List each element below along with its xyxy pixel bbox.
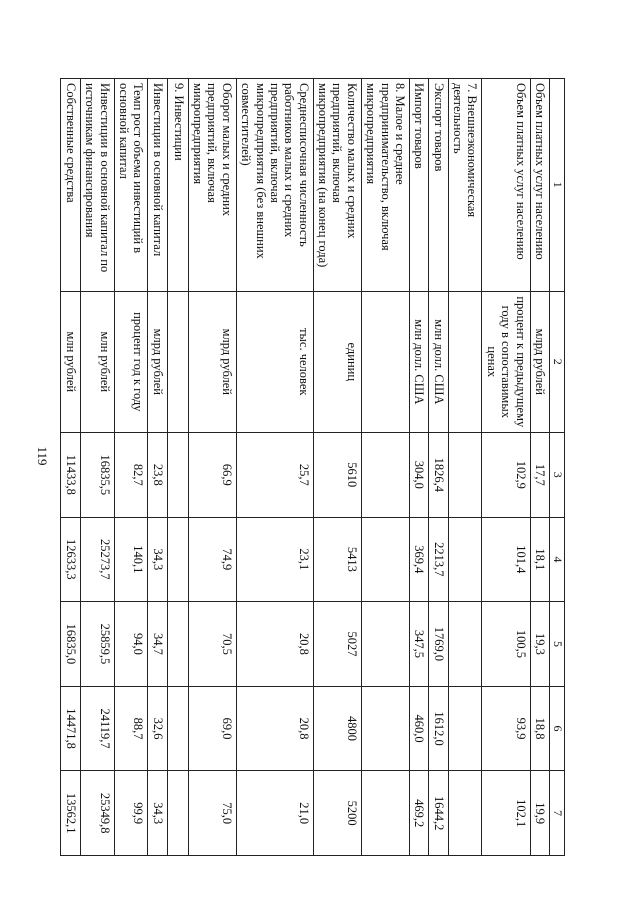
unit-cell [448,291,482,432]
value-cell: 11433,8 [61,432,80,517]
value-cell [361,771,409,856]
value-cell [361,517,409,602]
value-cell: 25273,7 [80,517,114,602]
value-cell [167,432,188,517]
unit-cell: процент год к году [114,291,148,432]
table-row [429,79,448,856]
value-cell: 32,6 [148,686,167,771]
value-cell: 304,0 [410,432,429,517]
value-cell: 12633,3 [61,517,80,602]
value-cell: 93,9 [482,686,530,771]
indicator-name-cell: Количество малых и средних предприятий, включая микропредприятия (на конец года) [313,79,361,292]
header-cell: 4 [550,517,565,602]
value-cell: 25,7 [236,432,313,517]
unit-cell: млн рублей [61,291,80,432]
value-cell: 23,8 [148,432,167,517]
value-cell: 4800 [313,686,361,771]
value-cell: 100,5 [482,602,530,687]
indicator-name-cell: Среднесписочная численность работников малых и средних предприятий, включая микропредприятия (без внешних совместителей) [236,79,313,292]
value-cell: 94,0 [114,602,148,687]
value-cell: 20,8 [236,602,313,687]
value-cell [167,602,188,687]
value-cell: 21,0 [236,771,313,856]
page-number: 119 [35,446,50,466]
value-cell [167,771,188,856]
value-cell: 369,4 [410,517,429,602]
indicator-name-cell: 7. Внешнеэкономическая деятельность [448,79,482,292]
value-cell: 102,9 [482,432,530,517]
value-cell: 1612,0 [429,686,448,771]
value-cell: 18,1 [530,517,549,602]
value-cell: 25349,8 [80,771,114,856]
value-cell: 13562,1 [61,771,80,856]
indicator-name-cell: Оборот малых и средних предприятий, включая микропредприятия [188,79,236,292]
value-cell: 5610 [313,432,361,517]
value-cell [361,686,409,771]
value-cell: 34,3 [148,771,167,856]
value-cell: 88,7 [114,686,148,771]
value-cell: 82,7 [114,432,148,517]
value-cell: 74,9 [188,517,236,602]
section-row [361,79,409,856]
value-cell [448,517,482,602]
unit-cell: млн рублей [80,291,114,432]
table-row [80,79,114,856]
value-cell: 1769,0 [429,602,448,687]
value-cell: 34,3 [148,517,167,602]
indicator-name-cell: Инвестиции в основной капитал по источникам финансирования [80,79,114,292]
value-cell: 2213,7 [429,517,448,602]
value-cell [448,432,482,517]
table-row [410,79,429,856]
value-cell: 16835,0 [61,602,80,687]
value-cell: 102,1 [482,771,530,856]
value-cell [448,602,482,687]
indicator-name-cell: Импорт товаров [410,79,429,292]
table-row [148,79,167,856]
value-cell: 18,8 [530,686,549,771]
value-cell [448,686,482,771]
value-cell: 99,9 [114,771,148,856]
unit-cell: млрд рублей [530,291,549,432]
indicator-name-cell: Экспорт товаров [429,79,448,292]
header-cell: 2 [550,291,565,432]
unit-cell: млрд рублей [148,291,167,432]
value-cell [448,771,482,856]
value-cell: 25859,5 [80,602,114,687]
table-row [188,79,236,856]
indicator-name-cell: Объем платных услуг населению [482,79,530,292]
value-cell [361,432,409,517]
value-cell: 469,2 [410,771,429,856]
value-cell: 66,9 [188,432,236,517]
value-cell: 460,0 [410,686,429,771]
value-cell: 19,3 [530,602,549,687]
table-row [236,79,313,856]
section-row [167,79,188,856]
value-cell: 34,7 [148,602,167,687]
indicator-name-cell: Инвестиции в основной капитал [148,79,167,292]
value-cell: 5413 [313,517,361,602]
value-cell: 20,8 [236,686,313,771]
table-row [61,79,80,856]
indicator-name-cell: Темп рост объема инвестиций в основной капитал [114,79,148,292]
value-cell: 23,1 [236,517,313,602]
table-row [313,79,361,856]
value-cell [361,602,409,687]
header-cell: 5 [550,602,565,687]
value-cell: 1644,2 [429,771,448,856]
value-cell: 19,9 [530,771,549,856]
table-row [114,79,148,856]
value-cell: 1826,4 [429,432,448,517]
unit-cell: млн долл. США [429,291,448,432]
indicator-name-cell: Объем платных услуг населению [530,79,549,292]
value-cell [167,686,188,771]
unit-cell: млн долл. США [410,291,429,432]
header-cell: 3 [550,432,565,517]
rotated-table-frame [63,78,565,856]
indicator-name-cell: 8. Малое и среднее предпринимательство, включая микропредприятия [361,79,409,292]
unit-cell [167,291,188,432]
header-cell: 6 [550,686,565,771]
value-cell: 16835,5 [80,432,114,517]
value-cell: 347,5 [410,602,429,687]
header-row [550,79,565,856]
value-cell: 75,0 [188,771,236,856]
unit-cell: процент к предыдущему году в сопоставимых ценах [482,291,530,432]
unit-cell: млрд рублей [188,291,236,432]
value-cell: 101,4 [482,517,530,602]
value-cell: 5200 [313,771,361,856]
value-cell: 5027 [313,602,361,687]
value-cell: 70,5 [188,602,236,687]
table-row [482,79,530,856]
header-cell: 1 [550,79,565,292]
unit-cell [361,291,409,432]
unit-cell: тыс. человек [236,291,313,432]
value-cell: 69,0 [188,686,236,771]
indicator-name-cell: Собственные средства [61,79,80,292]
value-cell: 24119,7 [80,686,114,771]
section-row [448,79,482,856]
value-cell: 14471,8 [61,686,80,771]
value-cell [167,517,188,602]
header-cell: 7 [550,771,565,856]
unit-cell: единиц [313,291,361,432]
table-row [530,79,549,856]
value-cell: 17,7 [530,432,549,517]
indicator-name-cell: 9. Инвестиции [167,79,188,292]
value-cell: 140,1 [114,517,148,602]
statistics-table [61,78,566,856]
